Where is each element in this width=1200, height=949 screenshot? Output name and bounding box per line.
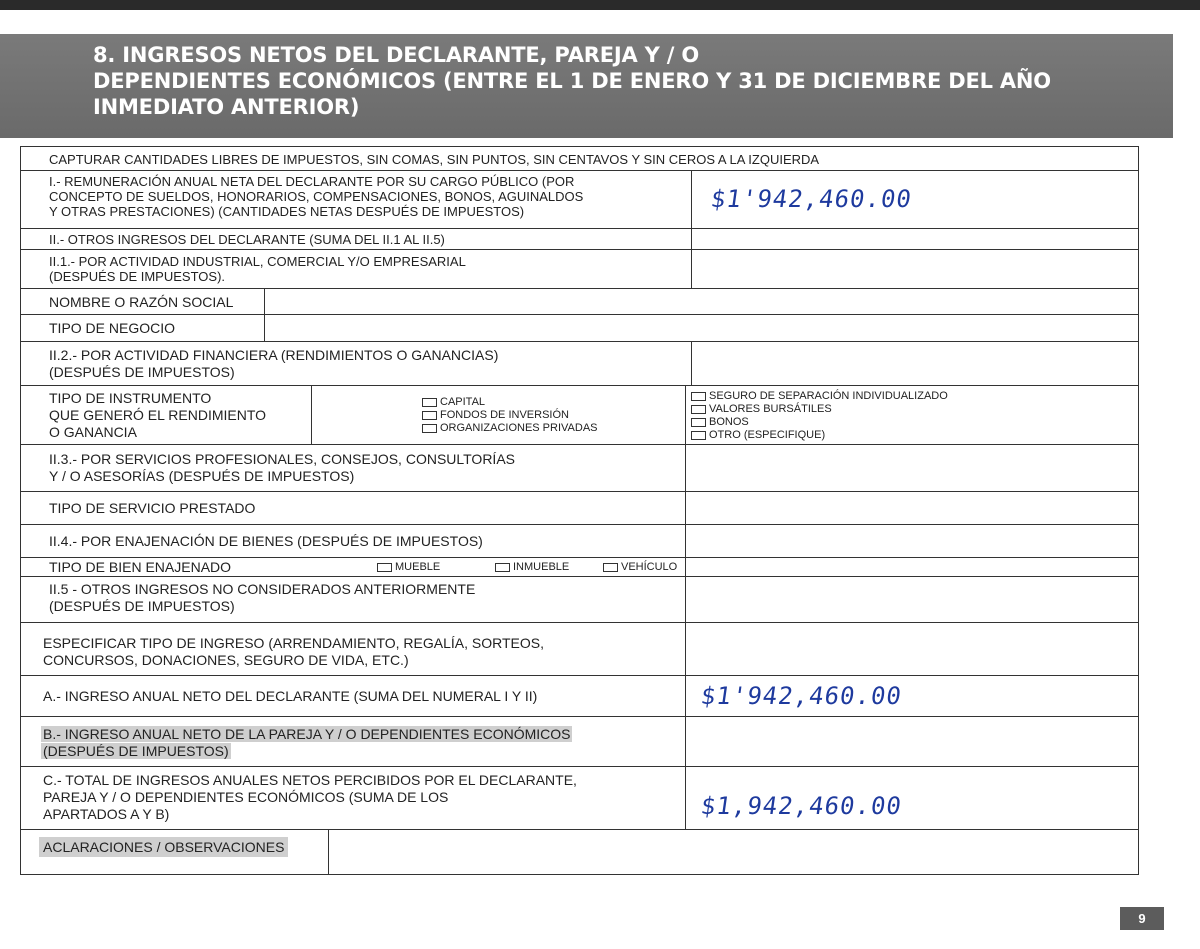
section-title-line: DEPENDIENTES ECONÓMICOS (ENTRE EL 1 DE ENERO Y 31 DE DICIEMBRE DEL AÑO [93, 69, 1051, 93]
option-label: FONDOS DE INVERSIÓN [440, 409, 569, 421]
ingreso-declarante-label: A.- INGRESO ANUAL NETO DEL DECLARANTE (SUMA DEL NUMERAL I Y II) [43, 688, 538, 704]
label-line: C.- TOTAL DE INGRESOS ANUALES NETOS PERCIBIDOS POR EL DECLARANTE, [43, 772, 577, 788]
highlighted-text: (DESPUÉS DE IMPUESTOS) [43, 743, 229, 759]
column-divider [685, 717, 686, 766]
row-tipo-negocio [21, 315, 1138, 342]
row-actividad-financiera [21, 342, 1138, 386]
section-header [0, 34, 1173, 138]
row-tipo-instrumento [21, 386, 1138, 445]
tipo-instrumento-label [49, 390, 266, 441]
ingreso-pareja-label [41, 726, 572, 760]
label-line: ESPECIFICAR TIPO DE INGRESO (ARRENDAMIENTO, REGALÍA, SORTEOS, [43, 635, 544, 651]
option-inmueble[interactable] [495, 561, 569, 574]
row-ingreso-pareja [21, 717, 1138, 767]
column-divider [685, 558, 686, 576]
label-line: TIPO DE INSTRUMENTO [49, 390, 212, 406]
column-divider [691, 229, 692, 249]
label-line: (DESPUÉS DE IMPUESTOS) [49, 598, 235, 614]
label-line: II.2.- POR ACTIVIDAD FINANCIERA (RENDIMIENTOS O GANANCIAS) [49, 347, 499, 363]
row-ingreso-declarante [21, 676, 1138, 717]
option-label: BONOS [709, 416, 749, 428]
tipo-servicio-label: TIPO DE SERVICIO PRESTADO [49, 500, 256, 516]
total-ingresos-value[interactable]: $1,942,460.00 [699, 792, 904, 820]
option-label: ORGANIZACIONES PRIVADAS [440, 422, 598, 434]
checkbox-icon[interactable] [377, 563, 392, 572]
label-line: CONCURSOS, DONACIONES, SEGURO DE VIDA, ETC.) [43, 652, 409, 668]
instruction-row [21, 147, 1138, 171]
highlighted-text: B.- INGRESO ANUAL NETO DE LA PAREJA Y / O DEPENDIENTES ECONÓMICOS [43, 726, 571, 742]
label-line: QUE GENERÓ EL RENDIMIENTO [49, 407, 267, 423]
option-valores-bursatiles[interactable] [691, 403, 832, 416]
column-divider [685, 386, 686, 444]
column-divider [685, 577, 686, 622]
label-line: I.- REMUNERACIÓN ANUAL NETA DEL DECLARANTE POR SU CARGO PÚBLICO (POR [49, 174, 575, 189]
column-divider [264, 289, 265, 314]
tipo-bien-label: TIPO DE BIEN ENAJENADO [49, 559, 232, 575]
column-divider [328, 830, 329, 874]
label-line: II.1.- POR ACTIVIDAD INDUSTRIAL, COMERCIAL Y/O EMPRESARIAL [49, 254, 466, 269]
remuneracion-value[interactable]: $1'942,460.00 [709, 185, 914, 213]
option-otro[interactable] [691, 429, 825, 442]
label-line: (DESPUÉS DE IMPUESTOS). [49, 269, 226, 284]
highlighted-text: ACLARACIONES / OBSERVACIONES [39, 837, 288, 857]
section-title-line: 8. INGRESOS NETOS DEL DECLARANTE, PAREJA Y / O [93, 43, 699, 67]
enajenacion-bienes-label: II.4.- POR ENAJENACIÓN DE BIENES (DESPUÉS DE IMPUESTOS) [49, 533, 483, 549]
row-remuneracion [21, 171, 1138, 229]
row-otros-no-considerados [21, 577, 1138, 623]
label-line: II.5 - OTROS INGRESOS NO CONSIDERADOS ANTERIORMENTE [49, 581, 476, 597]
row-enajenacion-bienes [21, 525, 1138, 558]
row-aclaraciones [21, 830, 1138, 874]
label-line: II.3.- POR SERVICIOS PROFESIONALES, CONSEJOS, CONSULTORÍAS [49, 451, 515, 467]
option-mueble[interactable] [377, 561, 440, 574]
option-seguro-separacion[interactable] [691, 390, 948, 403]
total-ingresos-label [43, 772, 577, 823]
checkbox-icon[interactable] [495, 563, 510, 572]
row-total-ingresos [21, 767, 1138, 830]
row-actividad-industrial [21, 250, 1138, 289]
column-divider [685, 492, 686, 524]
remuneracion-label [49, 174, 679, 219]
checkbox-icon[interactable] [691, 405, 706, 414]
checkbox-icon[interactable] [691, 418, 706, 427]
option-fondos-inversion[interactable] [422, 409, 569, 422]
actividad-financiera-label [49, 347, 498, 381]
top-scan-border [0, 0, 1200, 10]
row-servicios-profesionales [21, 445, 1138, 492]
column-divider [264, 315, 265, 341]
label-line [41, 726, 572, 743]
label-line: CONCEPTO DE SUELDOS, HONORARIOS, COMPENSACIONES, BONOS, AGUINALDOS [49, 189, 584, 204]
option-label: SEGURO DE SEPARACIÓN INDIVIDUALIZADO [709, 390, 948, 402]
income-form [20, 146, 1139, 875]
column-divider [685, 676, 686, 716]
row-nombre [21, 289, 1138, 315]
column-divider [311, 386, 312, 444]
row-tipo-bien [21, 558, 1138, 577]
label-line: O GANANCIA [49, 424, 137, 440]
option-label: INMUEBLE [513, 561, 570, 573]
label-line [41, 743, 572, 760]
label-line: Y / O ASESORÍAS (DESPUÉS DE IMPUESTOS) [49, 468, 355, 484]
checkbox-icon[interactable] [422, 398, 437, 407]
column-divider [685, 525, 686, 557]
column-divider [691, 171, 692, 228]
nombre-label: NOMBRE O RAZÓN SOCIAL [49, 294, 234, 310]
column-divider [691, 342, 692, 385]
checkbox-icon[interactable] [422, 411, 437, 420]
column-divider [691, 250, 692, 288]
option-label: VALORES BURSÁTILES [709, 403, 832, 415]
label-line: APARTADOS A Y B) [43, 806, 170, 822]
option-vehiculo[interactable] [603, 561, 677, 574]
checkbox-icon[interactable] [691, 392, 706, 401]
actividad-industrial-label [49, 254, 466, 284]
option-label: VEHÍCULO [621, 561, 678, 573]
option-bonos[interactable] [691, 416, 749, 429]
column-divider [685, 445, 686, 491]
label-line: (DESPUÉS DE IMPUESTOS) [49, 364, 235, 380]
page-number: 9 [1120, 907, 1164, 930]
servicios-profesionales-label [49, 451, 515, 485]
option-label: OTRO (ESPECIFIQUE) [709, 429, 826, 441]
instruction-text: CAPTURAR CANTIDADES LIBRES DE IMPUESTOS, SIN COMAS, SIN PUNTOS, SIN CENTAVOS Y SIN CEROS A LA IZQUIERDA [49, 152, 820, 167]
label-line: PAREJA Y / O DEPENDIENTES ECONÓMICOS (SUMA DE LOS [43, 789, 449, 805]
option-organizaciones-privadas[interactable] [422, 422, 598, 435]
option-label: CAPITAL [440, 396, 486, 408]
row-tipo-servicio [21, 492, 1138, 525]
option-capital[interactable] [422, 396, 485, 409]
checkbox-icon[interactable] [603, 563, 618, 572]
otros-no-considerados-label [49, 581, 475, 615]
checkbox-icon[interactable] [691, 431, 706, 440]
section-title-line: INMEDIATO ANTERIOR) [93, 95, 360, 119]
especificar-ingreso-label [43, 635, 544, 669]
checkbox-icon[interactable] [422, 424, 437, 433]
column-divider [685, 767, 686, 829]
ingreso-declarante-value[interactable]: $1'942,460.00 [699, 682, 904, 710]
otros-ingresos-label: II.- OTROS INGRESOS DEL DECLARANTE (SUMA DEL II.1 AL II.5) [49, 232, 445, 247]
option-label: MUEBLE [395, 561, 441, 573]
aclaraciones-label [39, 839, 288, 856]
column-divider [685, 623, 686, 675]
row-especificar-ingreso [21, 623, 1138, 676]
label-line: Y OTRAS PRESTACIONES) (CANTIDADES NETAS DESPUÉS DE IMPUESTOS) [49, 204, 525, 219]
tipo-negocio-label: TIPO DE NEGOCIO [49, 320, 176, 336]
row-otros-ingresos [21, 229, 1138, 250]
section-title [93, 42, 1153, 120]
